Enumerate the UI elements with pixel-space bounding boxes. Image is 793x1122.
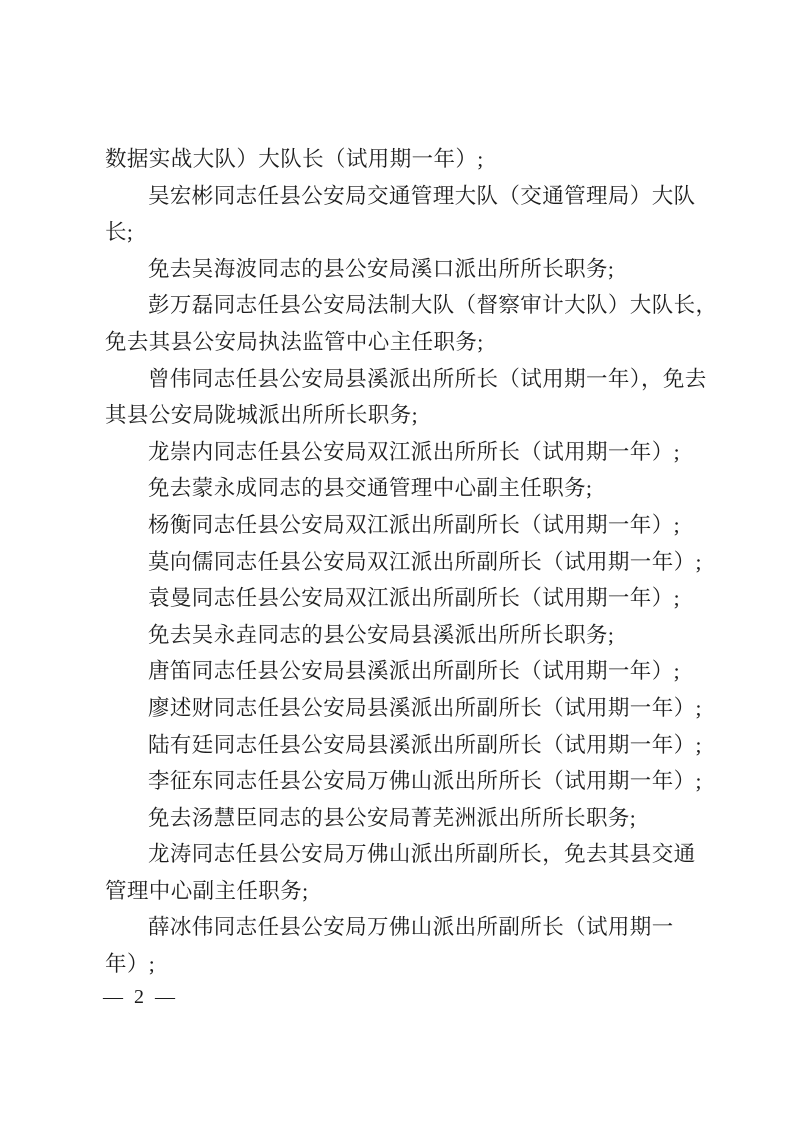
document-line: 免去其县公安局执法监管中心主任职务; [105,329,484,354]
document-line: 数据实战大队）大队长（试用期一年）; [105,147,484,171]
document-line: 彭万磊同志任县公安局法制大队（督察审计大队）大队长， [148,293,718,318]
document-line: 免去吴海波同志的县公安局溪口派出所所长职务; [148,256,615,281]
document-line: 李征东同志任县公安局万佛山派出所所长（试用期一年）; [148,769,702,794]
document-line: 其县公安局陇城派出所所长职务; [105,403,418,428]
document-line: 年）; [105,952,156,977]
document-line: 管理中心副主任职务; [105,878,309,903]
document-line: 唐笛同志任县公安局县溪派出所副所长（试用期一年）; [148,659,680,684]
document-line: 吴宏彬同志任县公安局交通管理大队（交通管理局）大队 [148,183,696,208]
document-line: 免去吴永垚同志的县公安局县溪派出所所长职务; [148,622,615,647]
document-line: 薛冰伟同志任县公安局万佛山派出所副所长（试用期一 [148,915,674,940]
document-body [105,141,718,983]
document-line: 龙崇内同志任县公安局双江派出所所长（试用期一年）; [148,439,680,464]
document-line: 免去蒙永成同志的县交通管理中心副主任职务; [148,476,593,501]
document-line: 陆有廷同志任县公安局县溪派出所副所长（试用期一年）; [148,732,702,757]
document-line: 杨衡同志任县公安局双江派出所副所长（试用期一年）; [148,512,680,537]
document-line: 龙涛同志任县公安局万佛山派出所副所长，免去其县交通 [148,842,696,867]
document-line: 免去汤慧臣同志的县公安局菁芜洲派出所所长职务; [148,805,637,830]
document-line: 廖述财同志任县公安局县溪派出所副所长（试用期一年）; [148,695,702,720]
document-line: 曾伟同志任县公安局县溪派出所所长（试用期一年），免去 [148,366,707,391]
page-number: — 2 — [103,986,178,1008]
document-line: 袁曼同志任县公安局双江派出所副所长（试用期一年）; [148,586,680,611]
document-line: 长; [105,220,134,245]
document-line: 莫向儒同志任县公安局双江派出所副所长（试用期一年）; [148,549,702,574]
